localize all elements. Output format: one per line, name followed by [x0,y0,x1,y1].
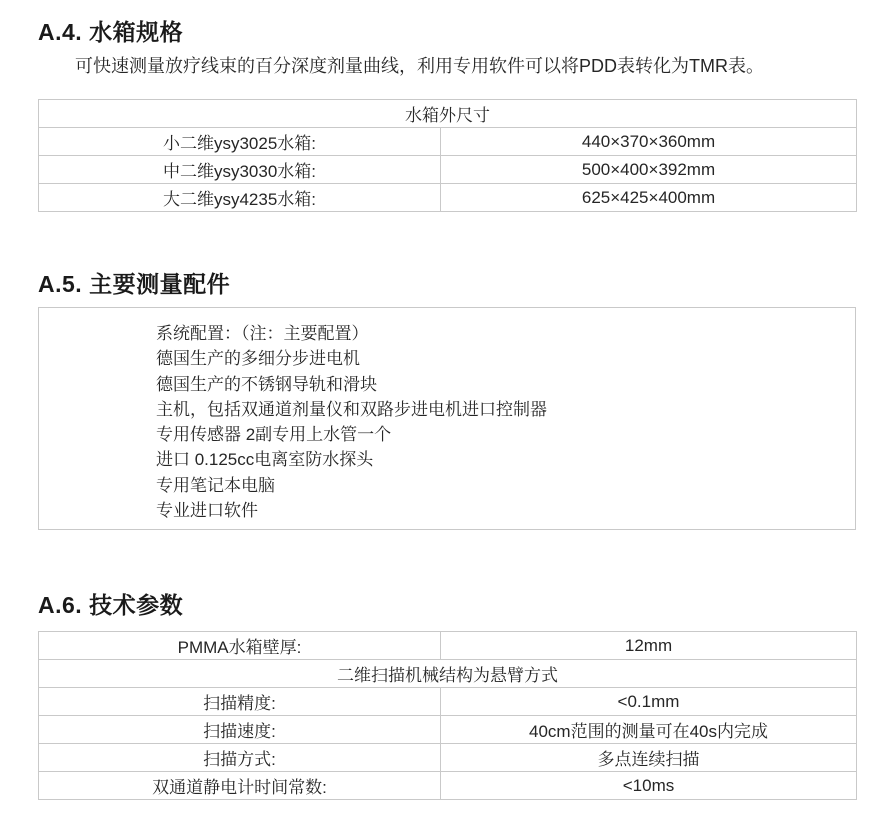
accessories-box [38,307,856,530]
row-label-cell: 小二维ysy3025水箱: [39,128,441,156]
section-a5-heading: A.5. 主要测量配件 [38,271,231,297]
row-label-cell: 扫描速度: [39,716,441,744]
row-label-cell: 大二维ysy4235水箱: [39,184,441,212]
accessory-line: 系统配置：（注：主要配置） [156,324,369,343]
accessory-line: 德国生产的多细分步进电机 [156,349,360,369]
section-a4-heading: A.4. 水箱规格 [38,19,184,45]
accessory-line: 专业进口软件 [156,501,258,521]
table-row [39,632,857,660]
row-label-cell: 扫描方式: [39,744,441,772]
accessory-line: 专用笔记本电脑 [156,475,275,495]
row-label-cell: 中二维ysy3030水箱: [39,156,441,184]
row-value-cell: 500×400×392mm [441,156,857,184]
accessory-line: 专用传感器 2副专用上水管一个 [156,425,392,445]
table-span-row [39,660,857,688]
table-row [39,156,857,184]
row-value-cell: <0.1mm [441,688,857,716]
intro-paragraph: 可快速测量放疗线束的百分深度剂量曲线，利用专用软件可以将PDD表转化为TMR表。 [75,56,764,76]
accessory-line: 德国生产的不锈钢导轨和滑块 [156,374,377,394]
row-label-cell: PMMA水箱壁厚: [39,632,441,660]
tank-dimensions-table [38,99,857,212]
row-value-cell: 440×370×360mm [441,128,857,156]
row-label-cell: 双通道静电计时间常数: [39,772,441,800]
mechanical-structure-note: 二维扫描机械结构为悬臂方式 [39,660,857,688]
table-row [39,688,857,716]
table-header-row [39,100,857,128]
row-label-cell: 扫描精度: [39,688,441,716]
row-value-cell: 12mm [441,632,857,660]
row-value-cell: 多点连续扫描 [441,744,857,772]
table-row [39,128,857,156]
section-a6-heading: A.6. 技术参数 [38,592,184,618]
tank-table-title: 水箱外尺寸 [39,100,857,128]
table-row [39,184,857,212]
row-value-cell: <10ms [441,772,857,800]
accessory-line: 进口 0.125cc电离室防水探头 [156,450,374,470]
row-value-cell: 625×425×400mm [441,184,857,212]
tech-params-table [38,631,857,800]
table-row [39,772,857,800]
table-row [39,744,857,772]
table-row [39,716,857,744]
accessory-line: 主机，包括双通道剂量仪和双路步进电机进口控制器 [156,399,547,419]
row-value-cell: 40cm范围的测量可在40s内完成 [441,716,857,744]
